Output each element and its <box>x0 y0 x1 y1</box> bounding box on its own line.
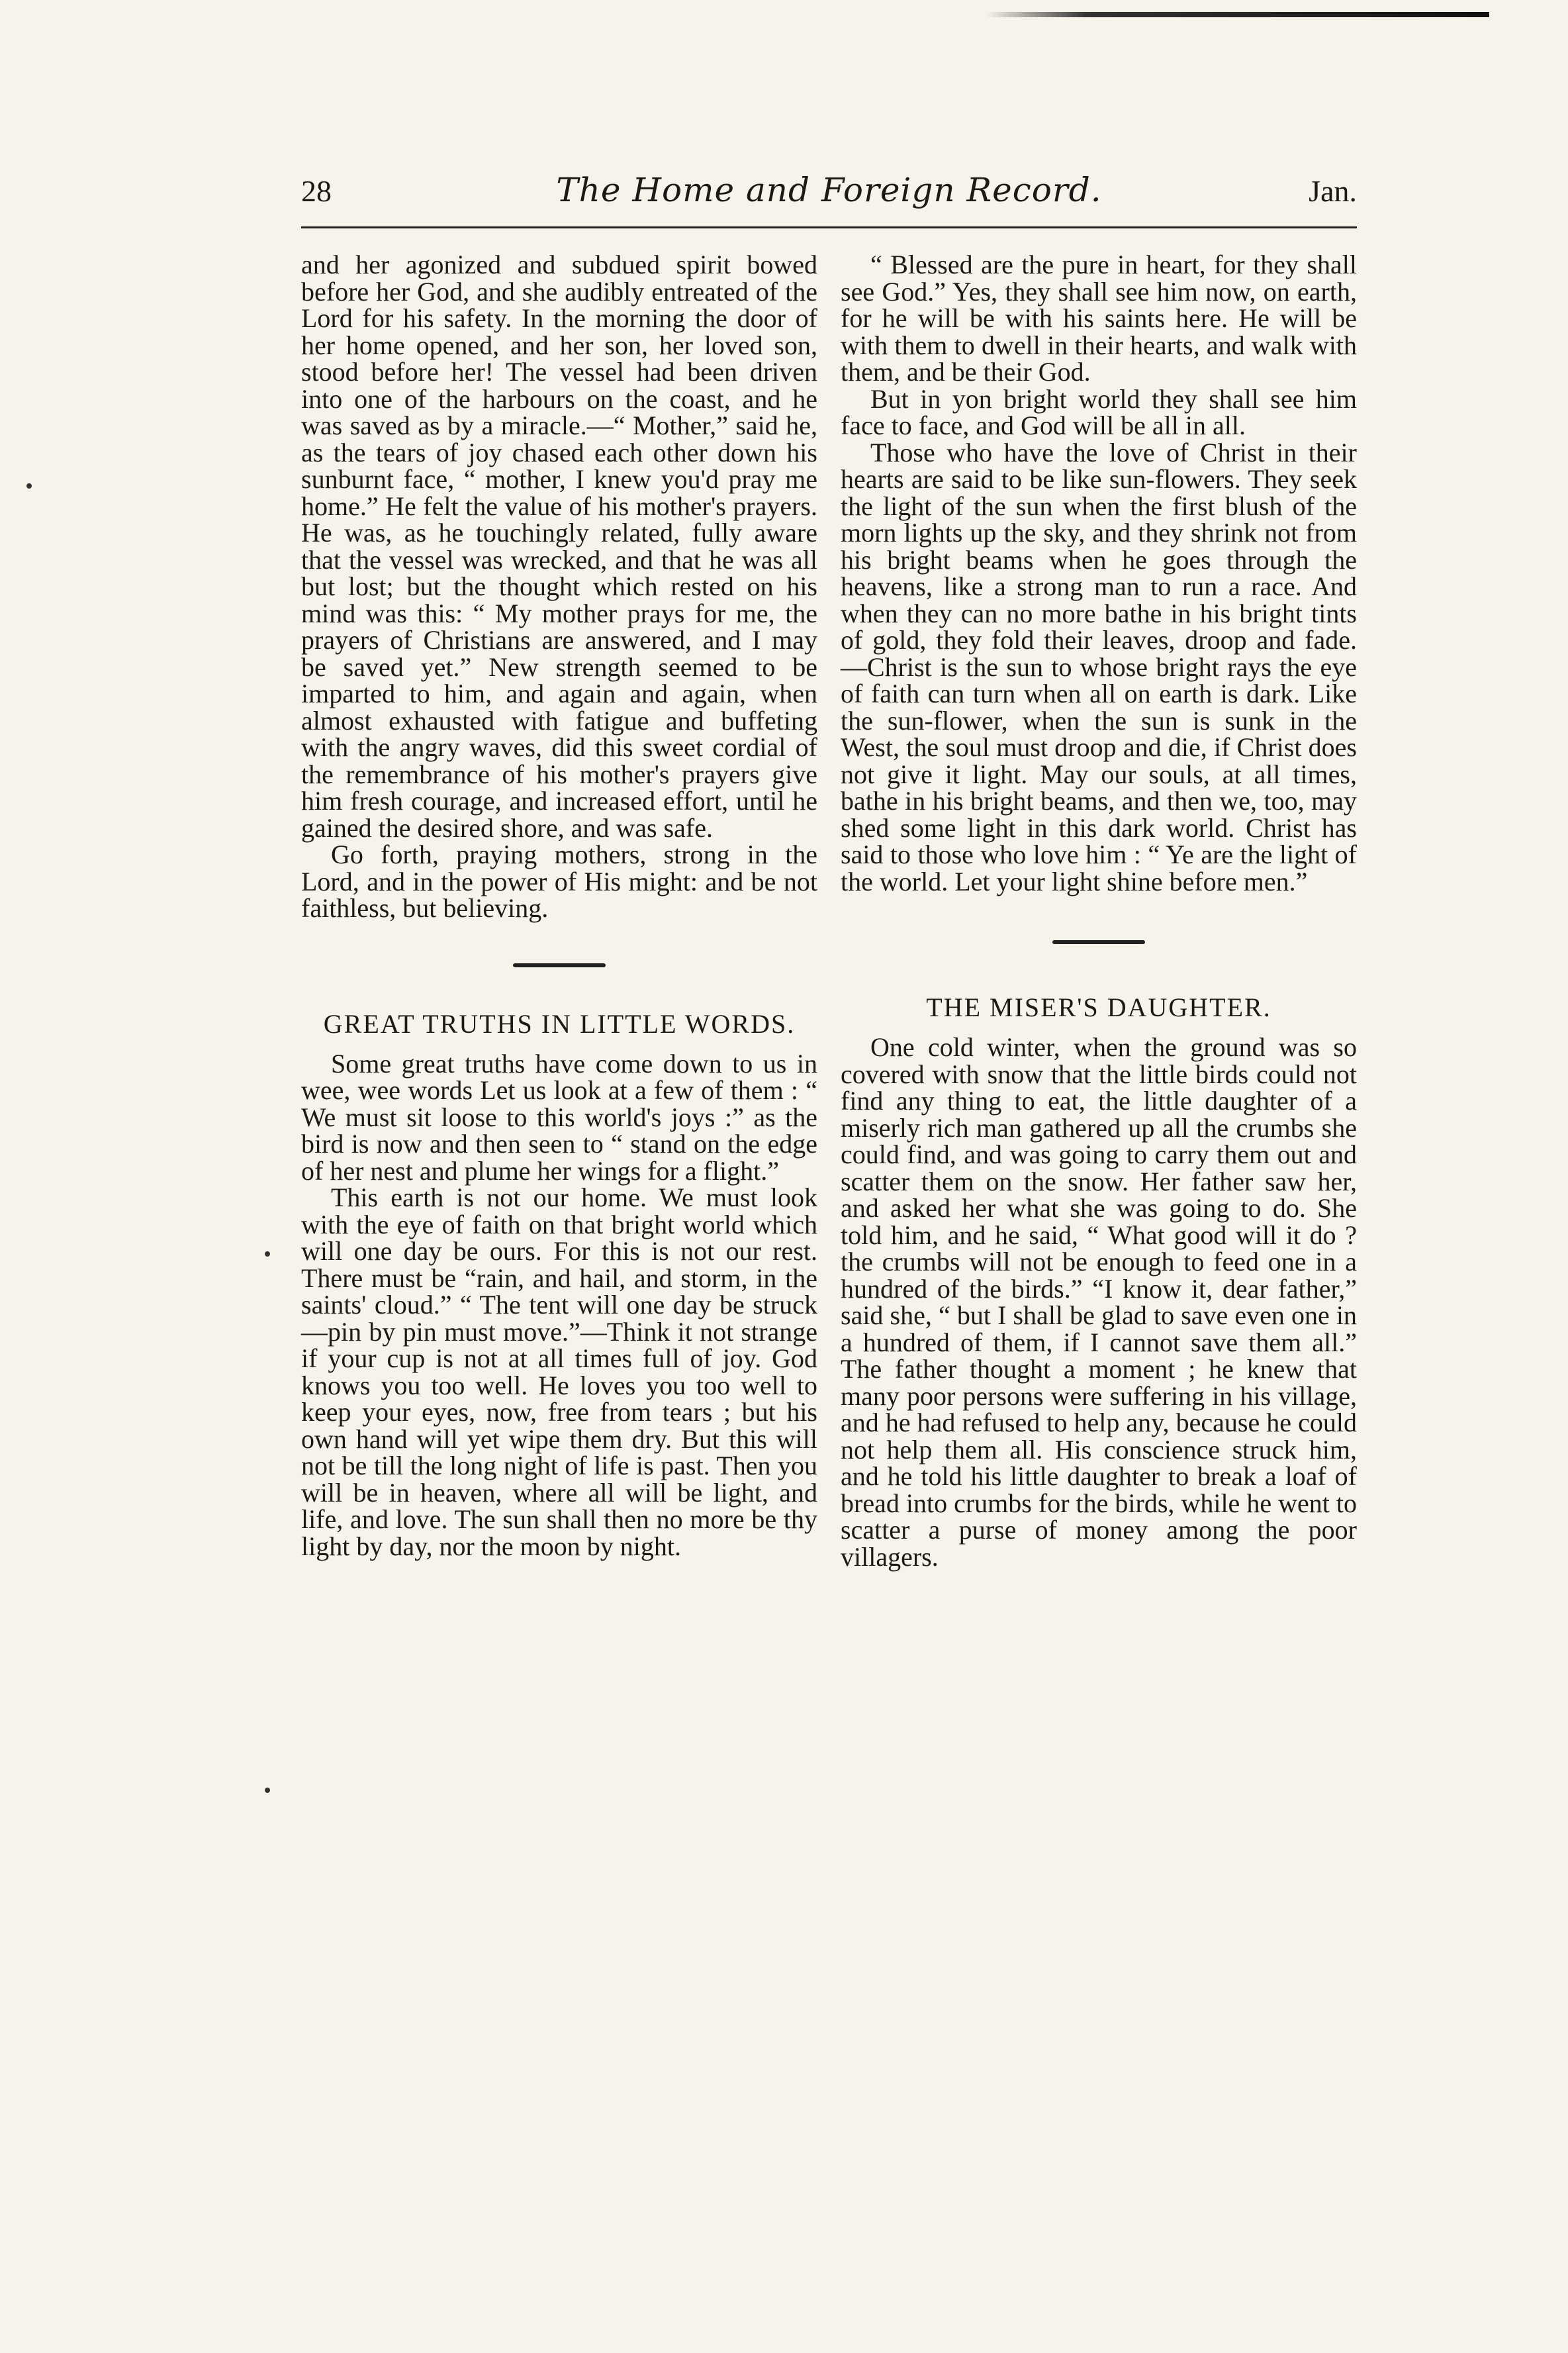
article-paragraph: Some great truths have come down to us in wee, wee words Let us look at a few of them : “ We must sit loose to this world's joys :” as the bird is now and then seen to “ stand on the edge of her nest and plume her wings for a flight.” <box>301 1048 817 1186</box>
margin-speck <box>26 483 32 489</box>
page-number: 28 <box>301 174 332 208</box>
section-divider <box>1052 940 1145 944</box>
margin-speck <box>265 1251 270 1257</box>
story-continued-paragraph: and her agonized and subdued spirit bowed before her God, and she audibly entreated of the Lord for his safety. In the morning the door of her home opened, and her son, her loved son, stood before her! The vessel had been driven into one of the harbours on the coast, and he was saved as by a miracle.—“ Mother,” said he, as the tears of joy chased each other down his sunburnt face, “ mother, I knew you'd pray me home.” He felt the value of his mother's prayers. He was, as he touchingly related, fully aware that the vessel was wrecked, and that he was all but lost; but the thought which rested on his mind was this: “ My mother prays for me, the prayers of Christians are answered, and I may be saved yet.” New strength seemed to be imparted to him, and again and again, when almost exhausted with fatigue and buffeting with the angry waves, did this sweet cordial of the remembrance of his mother's prayers give him fresh courage, and increased effort, until he gained the desired shore, and was safe. <box>301 250 817 843</box>
margin-speck <box>265 1788 270 1793</box>
story-paragraph: One cold winter, when the ground was so covered with snow that the little birds could not find any thing to eat, the little daughter of a miserly rich man gathered up all the crumbs she could find, and was going to carry them out and scatter them on the snow. Her father saw her, and asked her what she was going to do. She told him, and he said, “ What good will it do ? the crumbs will not be enough to feed one in a hundred of the birds.” “I know it, dear father,” said she, “ but I shall be glad to save even one in a hundred of them, if I cannot save them all.” The father thought a moment ; he knew that many poor persons were suffering in his village, and he had refused to help any, because he could not help them all. His conscience struck him, and he told his little daughter to break a loaf of bread into crumbs for the birds, while he went to scatter a purse of money among the poor villagers. <box>841 1032 1357 1572</box>
right-column <box>841 252 1357 1570</box>
article-paragraph: Those who have the love of Christ in their hearts are said to be like sun-flowers. They seek the light of the sun when the first blush of the morn lights up the sky, and they shrink not from his bright beams when he goes through the heavens, like a strong man to run a race. And when they can no more bathe in his bright tints of gold, they fold their leaves, droop and fade.—Christ is the sun to whose bright rays the eye of faith can turn when all on earth is dark. Like the sun-flower, when the sun is sunk in the West, the soul must droop and die, if Christ does not give it light. May our souls, at all times, bathe in his bright beams, and then we, too, may shed some light in this dark world. Christ has said to those who love him : “ Ye are the light of the world. Let your light shine before men.” <box>841 437 1357 896</box>
article-title: GREAT TRUTHS IN LITTLE WORDS. <box>323 1008 796 1039</box>
left-column <box>301 252 817 1560</box>
section-divider <box>513 963 606 967</box>
article-paragraph: “ Blessed are the pure in heart, for they shall see God.” Yes, they shall see him now, on earth, for he will be with his saints here. He will be with them to dwell in their hearts, and walk with them, and be their God. <box>841 250 1357 387</box>
story-title: THE MISER'S DAUGHTER. <box>926 992 1271 1022</box>
article-paragraph: This earth is not our home. We must look with the eye of faith on that bright world which will one day be ours. For this is not our rest. There must be “rain, and hail, and storm, in the saints' cloud.” “ The tent will one day be struck—pin by pin must move.”—Think it not strange if your cup is not at all times full of joy. God knows you too well. He loves you too well to keep your eyes, now, free from tears ; but his own hand will yet wipe them dry. But this will not be till the long night of life is past. Then you will be in heaven, where all will be light, and life, and love. The sun shall then no more be thy light by day, nor the moon by night. <box>301 1182 817 1561</box>
running-title: The Home and Foreign Record. <box>556 171 1102 209</box>
article-paragraph: But in yon bright world they shall see him face to face, and God will be all in all. <box>841 383 1357 440</box>
page-header <box>301 173 1357 228</box>
issue-month: Jan. <box>1309 174 1357 208</box>
top-edge-rule <box>986 12 1489 17</box>
story-continued-paragraph: Go forth, praying mothers, strong in the Lord, and in the power of His might: and be not faithless, but believing. <box>301 840 817 923</box>
